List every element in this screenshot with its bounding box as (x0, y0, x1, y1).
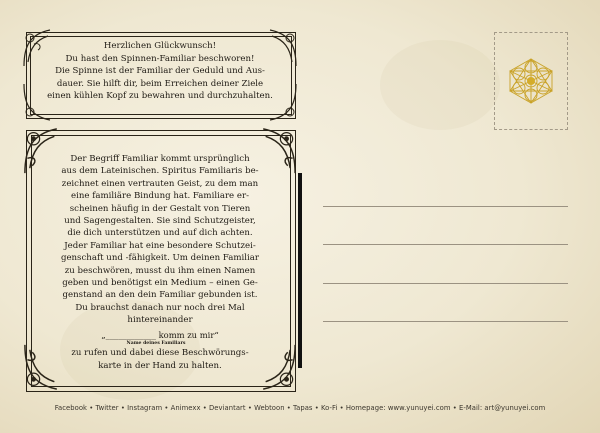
greeting-heading: Herzlichen Glückwunsch! (103, 41, 217, 51)
greeting-line: Die Spinne ist der Familiar der Geduld und Aus- (55, 66, 265, 76)
lore-line: karte in der Hand zu halten. (98, 360, 222, 371)
greeting-line: einen kühlen Kopf zu bewahren und durchzuhalten. (47, 91, 273, 101)
familiar-name-blank: „____________ komm zu mir“ (101, 329, 219, 340)
address-line (323, 206, 568, 207)
lore-line: geben und benötigst ein Medium – einen Ge- (62, 278, 258, 289)
address-line (323, 244, 568, 245)
address-line (323, 283, 568, 284)
stamp-box (494, 32, 568, 130)
lore-line: zeichnet einen vertrauten Geist, zu dem man (61, 178, 259, 189)
lore-line: zu rufen und dabei diese Beschwörungs- (71, 348, 249, 359)
lore-line: scheinen häufig in der Gestalt von Tieren (69, 203, 251, 214)
greeting-text (34, 40, 286, 103)
footer-links: Facebook • Twitter • Instagram • Animexx • Deviantart • Webtoon • Tapas • Ko-Fi • Homepage: www.yunuyei.com • E-Mail: art@yunuyei.com (54, 404, 546, 412)
postcard-divider (298, 173, 302, 368)
lore-line: genstand an den dein Familiar gebunden ist. (62, 290, 258, 301)
paper-stain (380, 40, 500, 130)
lore-line: zu beschwören, musst du ihm einen Namen (64, 265, 256, 276)
familiar-name-caption: Name deines Familiars (126, 341, 186, 347)
lore-line: eine familiäre Bindung hat. Familiare er- (71, 191, 249, 202)
lore-line: Der Begriff Familiar kommt ursprünglich (70, 154, 250, 164)
lore-line: und Sagengestalten. Sie sind Schutzgeister, (64, 216, 256, 227)
greeting-line: Du hast den Spinnen-Familiar beschworen! (65, 53, 255, 64)
lore-line: genschaft und -fähigkeit. Um deinen Familiar (60, 253, 260, 264)
lore-line: aus dem Lateinischen. Spiritus Familiaris be- (61, 166, 259, 177)
lore-line: Jeder Familiar hat eine besondere Schutzei- (64, 240, 256, 251)
lore-line: Du brauchst danach nur noch drei Mal (75, 302, 245, 313)
address-line (323, 321, 568, 322)
greeting-line: dauer. Sie hilft dir, beim Erreichen deiner Ziele (56, 78, 264, 89)
metatron-cube-icon (503, 53, 559, 109)
lore-text (46, 153, 274, 372)
lore-line: hintereinander (127, 315, 193, 326)
lore-line: die dich unterstützen und auf dich achten. (67, 228, 253, 239)
